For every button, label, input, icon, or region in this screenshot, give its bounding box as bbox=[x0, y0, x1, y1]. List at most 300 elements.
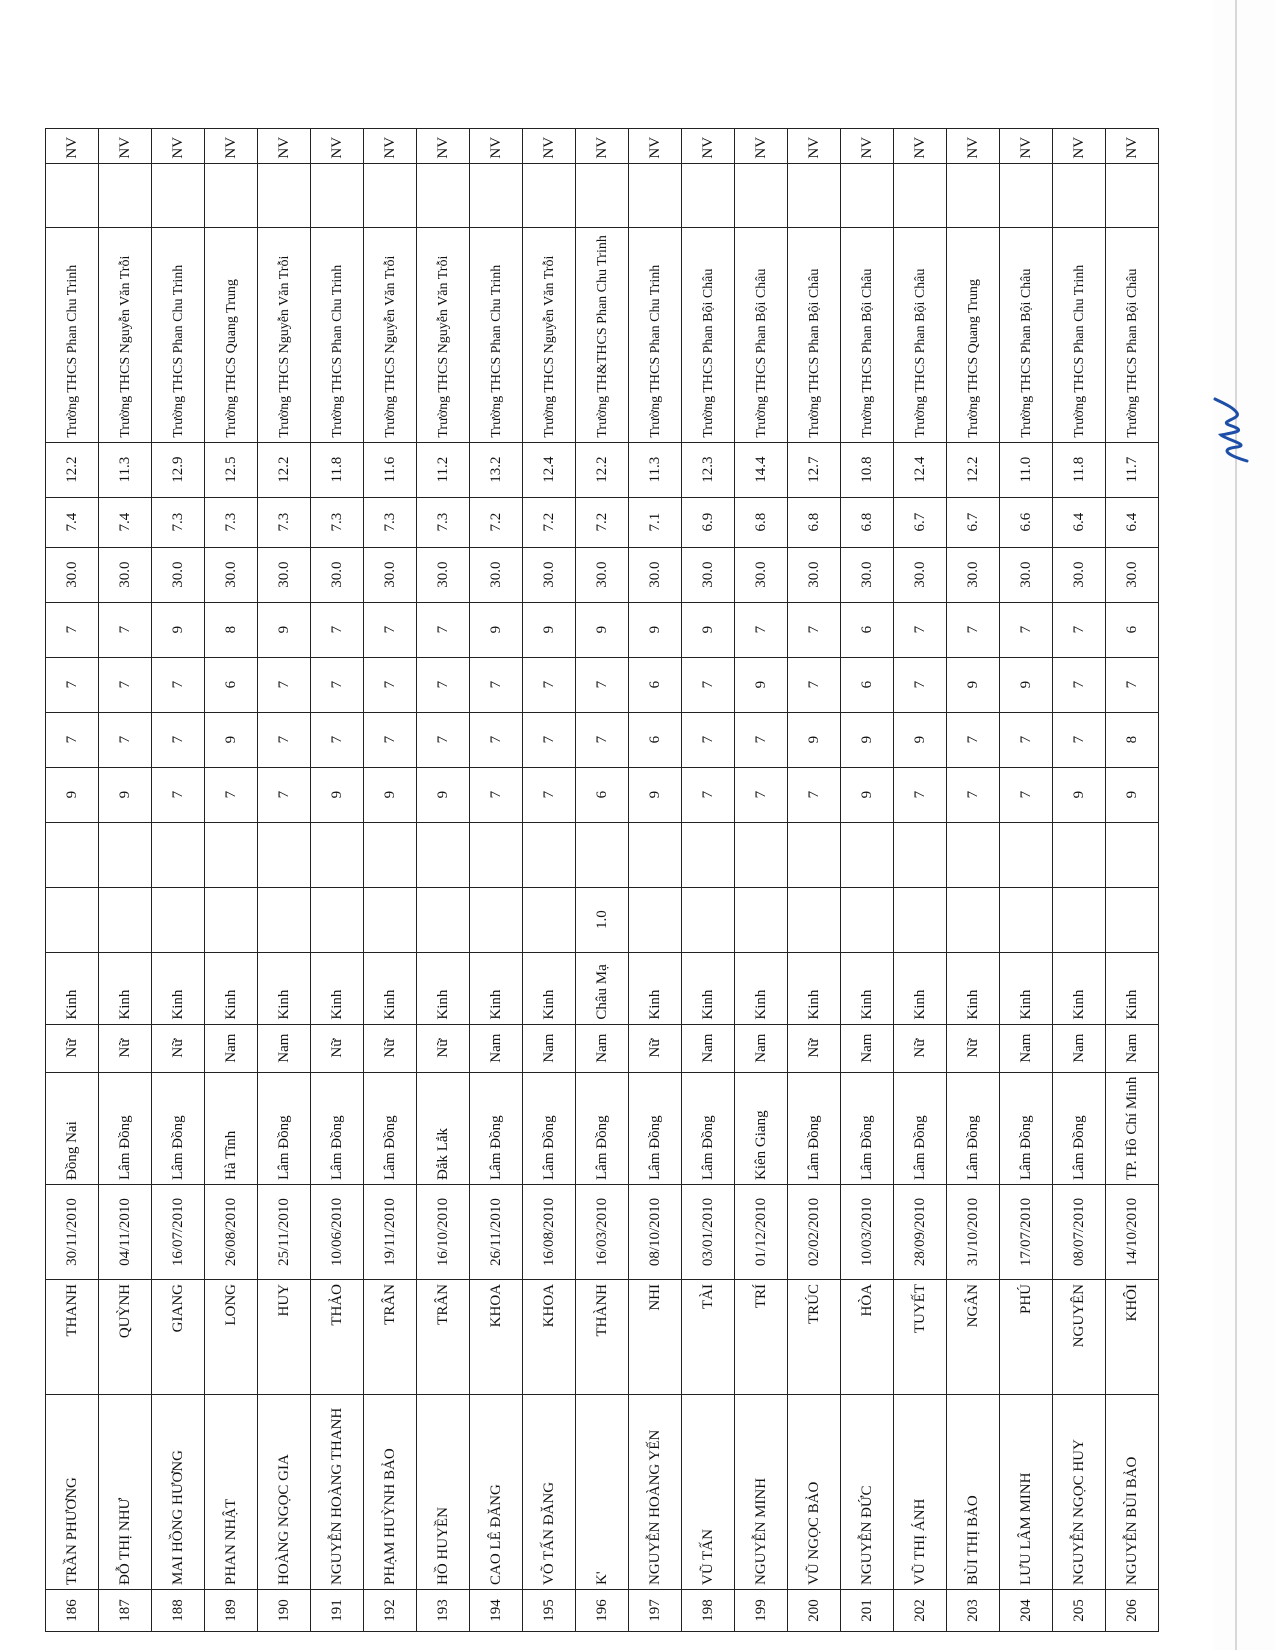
signature-mark bbox=[1207, 395, 1257, 465]
table-row bbox=[1106, 128, 1159, 1631]
cell-truong: Trường THCS Phan Chu Trinh bbox=[311, 227, 364, 442]
cell-diem-3: 7 bbox=[523, 657, 576, 712]
cell-diem-4: 6 bbox=[841, 602, 894, 657]
cell-diem-3: 7 bbox=[576, 657, 629, 712]
cell-ten: NGUYÊN bbox=[1053, 1280, 1106, 1395]
cell-diem-3: 7 bbox=[1053, 657, 1106, 712]
cell-stt: 206 bbox=[1106, 1590, 1159, 1632]
cell-diem-4: 7 bbox=[417, 602, 470, 657]
cell-khuyen-khich bbox=[1053, 822, 1106, 887]
cell-diem-2: 7 bbox=[152, 712, 205, 767]
cell-diem-xt: 11.3 bbox=[99, 442, 152, 497]
cell-diem-tb: 6.8 bbox=[841, 497, 894, 547]
cell-ten: KHOA bbox=[470, 1280, 523, 1395]
cell-diem-xt: 12.2 bbox=[46, 442, 99, 497]
cell-ghi-chu bbox=[947, 163, 1000, 227]
cell-uu-tien bbox=[841, 887, 894, 952]
cell-ten: HUY bbox=[258, 1280, 311, 1395]
cell-nv: NV bbox=[417, 128, 470, 163]
cell-ghi-chu bbox=[1106, 163, 1159, 227]
cell-diem-tb: 7.2 bbox=[523, 497, 576, 547]
cell-dan-toc: Châu Mạ bbox=[576, 952, 629, 1024]
cell-diem-2: 7 bbox=[523, 712, 576, 767]
cell-khuyen-khich bbox=[947, 822, 1000, 887]
cell-khuyen-khich bbox=[682, 822, 735, 887]
cell-uu-tien bbox=[46, 887, 99, 952]
cell-ho-ten: ĐỖ THỊ NHƯ bbox=[99, 1395, 152, 1590]
scan-fold-line bbox=[1235, 0, 1237, 1650]
cell-uu-tien bbox=[735, 887, 788, 952]
cell-ho-ten: HỒ HUYỀN bbox=[417, 1395, 470, 1590]
cell-stt: 199 bbox=[735, 1590, 788, 1632]
cell-diem-tb: 6.8 bbox=[735, 497, 788, 547]
cell-stt: 203 bbox=[947, 1590, 1000, 1632]
cell-diem-3: 7 bbox=[99, 657, 152, 712]
table-row bbox=[46, 128, 99, 1631]
cell-uu-tien bbox=[788, 887, 841, 952]
table-row bbox=[99, 128, 152, 1631]
cell-ho-ten: LƯU LÂM MINH bbox=[1000, 1395, 1053, 1590]
cell-ghi-chu bbox=[417, 163, 470, 227]
cell-dan-toc: Kinh bbox=[1106, 952, 1159, 1024]
table-row bbox=[788, 128, 841, 1631]
cell-ten: NGÂN bbox=[947, 1280, 1000, 1395]
cell-nv: NV bbox=[682, 128, 735, 163]
cell-ghi-chu bbox=[99, 163, 152, 227]
cell-stt: 193 bbox=[417, 1590, 470, 1632]
cell-khuyen-khich bbox=[894, 822, 947, 887]
cell-diem-4: 9 bbox=[682, 602, 735, 657]
cell-ho-ten: NGUYỄN NGỌC HUY bbox=[1053, 1395, 1106, 1590]
table-row bbox=[629, 128, 682, 1631]
cell-ghi-chu bbox=[364, 163, 417, 227]
cell-stt: 186 bbox=[46, 1590, 99, 1632]
cell-ho-ten: VÕ TẤN ĐĂNG bbox=[523, 1395, 576, 1590]
cell-gioi-tinh: Nữ bbox=[364, 1024, 417, 1072]
cell-diem-1: 9 bbox=[841, 767, 894, 822]
table-row bbox=[894, 128, 947, 1631]
cell-uu-tien bbox=[470, 887, 523, 952]
cell-stt: 191 bbox=[311, 1590, 364, 1632]
cell-dan-toc: Kinh bbox=[629, 952, 682, 1024]
cell-diem-1: 7 bbox=[1000, 767, 1053, 822]
cell-uu-tien bbox=[682, 887, 735, 952]
cell-diem-1: 7 bbox=[894, 767, 947, 822]
cell-diem-3: 7 bbox=[417, 657, 470, 712]
cell-diem-xt: 11.2 bbox=[417, 442, 470, 497]
cell-ten: TRÍ bbox=[735, 1280, 788, 1395]
cell-diem-2: 9 bbox=[788, 712, 841, 767]
cell-nv: NV bbox=[735, 128, 788, 163]
cell-stt: 189 bbox=[205, 1590, 258, 1632]
cell-diem-3: 7 bbox=[682, 657, 735, 712]
cell-diem-4: 7 bbox=[1053, 602, 1106, 657]
cell-tong: 30.0 bbox=[576, 547, 629, 602]
cell-tong: 30.0 bbox=[1000, 547, 1053, 602]
cell-tong: 30.0 bbox=[99, 547, 152, 602]
cell-khuyen-khich bbox=[735, 822, 788, 887]
cell-ghi-chu bbox=[523, 163, 576, 227]
cell-diem-xt: 14.4 bbox=[735, 442, 788, 497]
cell-diem-tb: 7.2 bbox=[470, 497, 523, 547]
cell-nv: NV bbox=[788, 128, 841, 163]
cell-ngay-sinh: 14/10/2010 bbox=[1106, 1185, 1159, 1280]
cell-truong: Trường THCS Phan Bội Châu bbox=[1000, 227, 1053, 442]
cell-khuyen-khich bbox=[788, 822, 841, 887]
cell-gioi-tinh: Nam bbox=[576, 1024, 629, 1072]
cell-gioi-tinh: Nữ bbox=[99, 1024, 152, 1072]
cell-diem-2: 6 bbox=[629, 712, 682, 767]
cell-dan-toc: Kinh bbox=[1053, 952, 1106, 1024]
cell-diem-3: 7 bbox=[364, 657, 417, 712]
cell-ghi-chu bbox=[470, 163, 523, 227]
cell-diem-1: 9 bbox=[1106, 767, 1159, 822]
table-row bbox=[682, 128, 735, 1631]
cell-diem-tb: 7.3 bbox=[152, 497, 205, 547]
cell-dan-toc: Kinh bbox=[735, 952, 788, 1024]
cell-noi-sinh: TP. Hồ Chí Minh bbox=[1106, 1072, 1159, 1184]
cell-diem-tb: 6.4 bbox=[1053, 497, 1106, 547]
cell-stt: 205 bbox=[1053, 1590, 1106, 1632]
cell-noi-sinh: Lâm Đồng bbox=[258, 1072, 311, 1184]
cell-truong: Trường THCS Phan Bội Châu bbox=[1106, 227, 1159, 442]
cell-tong: 30.0 bbox=[629, 547, 682, 602]
cell-ngay-sinh: 16/07/2010 bbox=[152, 1185, 205, 1280]
cell-ten: THANH bbox=[46, 1280, 99, 1395]
cell-ten: THẢO bbox=[311, 1280, 364, 1395]
cell-uu-tien bbox=[205, 887, 258, 952]
cell-stt: 196 bbox=[576, 1590, 629, 1632]
cell-diem-4: 9 bbox=[152, 602, 205, 657]
cell-diem-xt: 12.2 bbox=[258, 442, 311, 497]
cell-nv: NV bbox=[894, 128, 947, 163]
cell-diem-1: 6 bbox=[576, 767, 629, 822]
cell-dan-toc: Kinh bbox=[841, 952, 894, 1024]
cell-diem-2: 7 bbox=[576, 712, 629, 767]
cell-ho-ten: NGUYỄN HOÀNG THANH bbox=[311, 1395, 364, 1590]
cell-ten: NHI bbox=[629, 1280, 682, 1395]
cell-diem-2: 7 bbox=[947, 712, 1000, 767]
cell-ho-ten: PHAN NHẬT bbox=[205, 1395, 258, 1590]
cell-diem-xt: 10.8 bbox=[841, 442, 894, 497]
cell-tong: 30.0 bbox=[682, 547, 735, 602]
cell-dan-toc: Kinh bbox=[1000, 952, 1053, 1024]
cell-ngay-sinh: 19/11/2010 bbox=[364, 1185, 417, 1280]
cell-ho-ten: NGUYỄN MINH bbox=[735, 1395, 788, 1590]
table-row bbox=[1053, 128, 1106, 1631]
cell-gioi-tinh: Nữ bbox=[417, 1024, 470, 1072]
cell-tong: 30.0 bbox=[523, 547, 576, 602]
cell-dan-toc: Kinh bbox=[46, 952, 99, 1024]
cell-diem-3: 6 bbox=[629, 657, 682, 712]
cell-noi-sinh: Lâm Đồng bbox=[629, 1072, 682, 1184]
cell-diem-4: 7 bbox=[311, 602, 364, 657]
cell-ho-ten: CAO LÊ ĐĂNG bbox=[470, 1395, 523, 1590]
cell-diem-2: 9 bbox=[205, 712, 258, 767]
cell-diem-tb: 7.3 bbox=[205, 497, 258, 547]
student-results-table bbox=[45, 128, 1159, 1632]
cell-ngay-sinh: 31/10/2010 bbox=[947, 1185, 1000, 1280]
cell-ten: TRÂN bbox=[417, 1280, 470, 1395]
cell-diem-2: 8 bbox=[1106, 712, 1159, 767]
cell-noi-sinh: Lâm Đồng bbox=[576, 1072, 629, 1184]
cell-khuyen-khich bbox=[470, 822, 523, 887]
cell-ngay-sinh: 25/11/2010 bbox=[258, 1185, 311, 1280]
cell-ngay-sinh: 16/03/2010 bbox=[576, 1185, 629, 1280]
cell-ten: QUỲNH bbox=[99, 1280, 152, 1395]
cell-ghi-chu bbox=[1000, 163, 1053, 227]
cell-nv: NV bbox=[205, 128, 258, 163]
cell-diem-xt: 11.6 bbox=[364, 442, 417, 497]
cell-ghi-chu bbox=[576, 163, 629, 227]
cell-diem-tb: 7.4 bbox=[46, 497, 99, 547]
cell-diem-4: 7 bbox=[788, 602, 841, 657]
cell-diem-3: 6 bbox=[205, 657, 258, 712]
cell-tong: 30.0 bbox=[364, 547, 417, 602]
cell-stt: 197 bbox=[629, 1590, 682, 1632]
cell-diem-4: 7 bbox=[99, 602, 152, 657]
cell-diem-tb: 6.7 bbox=[947, 497, 1000, 547]
cell-diem-xt: 11.0 bbox=[1000, 442, 1053, 497]
cell-khuyen-khich bbox=[576, 822, 629, 887]
cell-noi-sinh: Lâm Đồng bbox=[1000, 1072, 1053, 1184]
cell-dan-toc: Kinh bbox=[99, 952, 152, 1024]
cell-stt: 192 bbox=[364, 1590, 417, 1632]
cell-diem-4: 9 bbox=[629, 602, 682, 657]
cell-dan-toc: Kinh bbox=[523, 952, 576, 1024]
cell-diem-xt: 12.2 bbox=[576, 442, 629, 497]
cell-noi-sinh: Lâm Đồng bbox=[1053, 1072, 1106, 1184]
cell-gioi-tinh: Nam bbox=[470, 1024, 523, 1072]
cell-diem-2: 7 bbox=[417, 712, 470, 767]
cell-diem-3: 7 bbox=[1106, 657, 1159, 712]
cell-diem-4: 9 bbox=[523, 602, 576, 657]
cell-nv: NV bbox=[1000, 128, 1053, 163]
cell-ngay-sinh: 01/12/2010 bbox=[735, 1185, 788, 1280]
cell-truong: Trường THCS Phan Bội Châu bbox=[682, 227, 735, 442]
cell-uu-tien bbox=[629, 887, 682, 952]
cell-stt: 195 bbox=[523, 1590, 576, 1632]
cell-truong: Trường THCS Phan Bội Châu bbox=[841, 227, 894, 442]
cell-uu-tien bbox=[947, 887, 1000, 952]
cell-diem-3: 7 bbox=[894, 657, 947, 712]
cell-ho-ten: MAI HỒNG HƯƠNG bbox=[152, 1395, 205, 1590]
cell-noi-sinh: Kiên Giang bbox=[735, 1072, 788, 1184]
cell-ngay-sinh: 08/07/2010 bbox=[1053, 1185, 1106, 1280]
cell-ngay-sinh: 26/11/2010 bbox=[470, 1185, 523, 1280]
cell-gioi-tinh: Nữ bbox=[894, 1024, 947, 1072]
cell-diem-2: 7 bbox=[735, 712, 788, 767]
cell-uu-tien: 1.0 bbox=[576, 887, 629, 952]
cell-diem-2: 7 bbox=[258, 712, 311, 767]
table-row bbox=[947, 128, 1000, 1631]
cell-diem-2: 7 bbox=[311, 712, 364, 767]
cell-stt: 198 bbox=[682, 1590, 735, 1632]
cell-tong: 30.0 bbox=[417, 547, 470, 602]
cell-nv: NV bbox=[841, 128, 894, 163]
cell-diem-1: 7 bbox=[470, 767, 523, 822]
cell-diem-1: 7 bbox=[735, 767, 788, 822]
cell-gioi-tinh: Nam bbox=[682, 1024, 735, 1072]
cell-uu-tien bbox=[311, 887, 364, 952]
cell-uu-tien bbox=[364, 887, 417, 952]
table-row bbox=[1000, 128, 1053, 1631]
cell-diem-4: 7 bbox=[947, 602, 1000, 657]
cell-gioi-tinh: Nữ bbox=[152, 1024, 205, 1072]
cell-truong: Trường THCS Quang Trung bbox=[205, 227, 258, 442]
cell-gioi-tinh: Nam bbox=[205, 1024, 258, 1072]
cell-khuyen-khich bbox=[629, 822, 682, 887]
cell-diem-tb: 6.7 bbox=[894, 497, 947, 547]
cell-ghi-chu bbox=[311, 163, 364, 227]
cell-diem-1: 9 bbox=[99, 767, 152, 822]
cell-khuyen-khich bbox=[417, 822, 470, 887]
cell-diem-2: 7 bbox=[1053, 712, 1106, 767]
table-row bbox=[523, 128, 576, 1631]
cell-ho-ten: TRẦN PHƯƠNG bbox=[46, 1395, 99, 1590]
cell-ngay-sinh: 10/03/2010 bbox=[841, 1185, 894, 1280]
cell-nv: NV bbox=[152, 128, 205, 163]
cell-diem-1: 7 bbox=[788, 767, 841, 822]
cell-noi-sinh: Lâm Đồng bbox=[841, 1072, 894, 1184]
cell-diem-1: 7 bbox=[205, 767, 258, 822]
cell-diem-xt: 11.3 bbox=[629, 442, 682, 497]
cell-nv: NV bbox=[46, 128, 99, 163]
cell-truong: Trường THCS Nguyễn Văn Trỗi bbox=[523, 227, 576, 442]
cell-diem-1: 9 bbox=[46, 767, 99, 822]
cell-diem-xt: 11.8 bbox=[311, 442, 364, 497]
cell-noi-sinh: Lâm Đồng bbox=[470, 1072, 523, 1184]
cell-diem-4: 7 bbox=[364, 602, 417, 657]
cell-diem-2: 7 bbox=[470, 712, 523, 767]
cell-ghi-chu bbox=[682, 163, 735, 227]
cell-diem-1: 9 bbox=[311, 767, 364, 822]
table-row bbox=[152, 128, 205, 1631]
cell-ten: GIANG bbox=[152, 1280, 205, 1395]
cell-ngay-sinh: 16/08/2010 bbox=[523, 1185, 576, 1280]
cell-ten: HÒA bbox=[841, 1280, 894, 1395]
cell-ten: TUYẾT bbox=[894, 1280, 947, 1395]
cell-nv: NV bbox=[1106, 128, 1159, 163]
cell-ho-ten: VŨ TẤN bbox=[682, 1395, 735, 1590]
cell-ghi-chu bbox=[735, 163, 788, 227]
table-row bbox=[364, 128, 417, 1631]
cell-truong: Trường THCS Phan Bội Châu bbox=[788, 227, 841, 442]
cell-truong: Trường THCS Phan Bội Châu bbox=[894, 227, 947, 442]
cell-diem-tb: 6.4 bbox=[1106, 497, 1159, 547]
cell-stt: 187 bbox=[99, 1590, 152, 1632]
table-row bbox=[417, 128, 470, 1631]
cell-diem-1: 7 bbox=[523, 767, 576, 822]
cell-ghi-chu bbox=[788, 163, 841, 227]
cell-diem-3: 7 bbox=[311, 657, 364, 712]
cell-noi-sinh: Lâm Đồng bbox=[682, 1072, 735, 1184]
cell-tong: 30.0 bbox=[152, 547, 205, 602]
cell-ngay-sinh: 26/08/2010 bbox=[205, 1185, 258, 1280]
cell-khuyen-khich bbox=[258, 822, 311, 887]
table-row bbox=[205, 128, 258, 1631]
cell-khuyen-khich bbox=[1106, 822, 1159, 887]
cell-ngay-sinh: 17/07/2010 bbox=[1000, 1185, 1053, 1280]
cell-diem-xt: 11.8 bbox=[1053, 442, 1106, 497]
cell-ngay-sinh: 08/10/2010 bbox=[629, 1185, 682, 1280]
cell-diem-4: 6 bbox=[1106, 602, 1159, 657]
cell-truong: Trường THCS Phan Bội Châu bbox=[735, 227, 788, 442]
cell-ho-ten: K' bbox=[576, 1395, 629, 1590]
cell-diem-tb: 7.4 bbox=[99, 497, 152, 547]
cell-gioi-tinh: Nữ bbox=[46, 1024, 99, 1072]
cell-khuyen-khich bbox=[841, 822, 894, 887]
cell-dan-toc: Kinh bbox=[947, 952, 1000, 1024]
cell-diem-3: 9 bbox=[735, 657, 788, 712]
cell-dan-toc: Kinh bbox=[788, 952, 841, 1024]
cell-noi-sinh: Đắk Lắk bbox=[417, 1072, 470, 1184]
cell-gioi-tinh: Nữ bbox=[629, 1024, 682, 1072]
cell-diem-4: 8 bbox=[205, 602, 258, 657]
cell-ngay-sinh: 10/06/2010 bbox=[311, 1185, 364, 1280]
cell-uu-tien bbox=[99, 887, 152, 952]
cell-diem-xt: 12.3 bbox=[682, 442, 735, 497]
cell-noi-sinh: Lâm Đồng bbox=[99, 1072, 152, 1184]
cell-tong: 30.0 bbox=[311, 547, 364, 602]
cell-ghi-chu bbox=[258, 163, 311, 227]
cell-stt: 204 bbox=[1000, 1590, 1053, 1632]
cell-gioi-tinh: Nam bbox=[523, 1024, 576, 1072]
cell-nv: NV bbox=[629, 128, 682, 163]
cell-dan-toc: Kinh bbox=[364, 952, 417, 1024]
cell-tong: 30.0 bbox=[894, 547, 947, 602]
cell-ho-ten: PHẠM HUỲNH BẢO bbox=[364, 1395, 417, 1590]
cell-gioi-tinh: Nam bbox=[841, 1024, 894, 1072]
cell-diem-tb: 6.9 bbox=[682, 497, 735, 547]
cell-khuyen-khich bbox=[46, 822, 99, 887]
cell-diem-3: 7 bbox=[46, 657, 99, 712]
cell-diem-4: 7 bbox=[1000, 602, 1053, 657]
cell-dan-toc: Kinh bbox=[417, 952, 470, 1024]
cell-truong: Trường THCS Phan Chu Trinh bbox=[470, 227, 523, 442]
cell-diem-1: 7 bbox=[258, 767, 311, 822]
cell-khuyen-khich bbox=[364, 822, 417, 887]
cell-diem-tb: 6.6 bbox=[1000, 497, 1053, 547]
cell-diem-3: 9 bbox=[1000, 657, 1053, 712]
cell-diem-tb: 7.3 bbox=[417, 497, 470, 547]
cell-tong: 30.0 bbox=[788, 547, 841, 602]
table-row bbox=[258, 128, 311, 1631]
cell-tong: 30.0 bbox=[1106, 547, 1159, 602]
cell-dan-toc: Kinh bbox=[152, 952, 205, 1024]
cell-uu-tien bbox=[1000, 887, 1053, 952]
cell-uu-tien bbox=[152, 887, 205, 952]
cell-ho-ten: VŨ THỊ ÁNH bbox=[894, 1395, 947, 1590]
cell-khuyen-khich bbox=[99, 822, 152, 887]
cell-nv: NV bbox=[470, 128, 523, 163]
cell-diem-3: 6 bbox=[841, 657, 894, 712]
cell-gioi-tinh: Nữ bbox=[311, 1024, 364, 1072]
cell-nv: NV bbox=[523, 128, 576, 163]
cell-diem-2: 7 bbox=[99, 712, 152, 767]
cell-truong: Trường THCS Nguyễn Văn Trỗi bbox=[258, 227, 311, 442]
cell-diem-1: 9 bbox=[417, 767, 470, 822]
cell-truong: Trường THCS Quang Trung bbox=[947, 227, 1000, 442]
cell-ten: PHÚ bbox=[1000, 1280, 1053, 1395]
cell-gioi-tinh: Nam bbox=[1053, 1024, 1106, 1072]
cell-truong: Trường THCS Phan Chu Trinh bbox=[629, 227, 682, 442]
cell-nv: NV bbox=[99, 128, 152, 163]
cell-diem-1: 7 bbox=[152, 767, 205, 822]
cell-tong: 30.0 bbox=[46, 547, 99, 602]
cell-nv: NV bbox=[364, 128, 417, 163]
cell-diem-4: 9 bbox=[576, 602, 629, 657]
